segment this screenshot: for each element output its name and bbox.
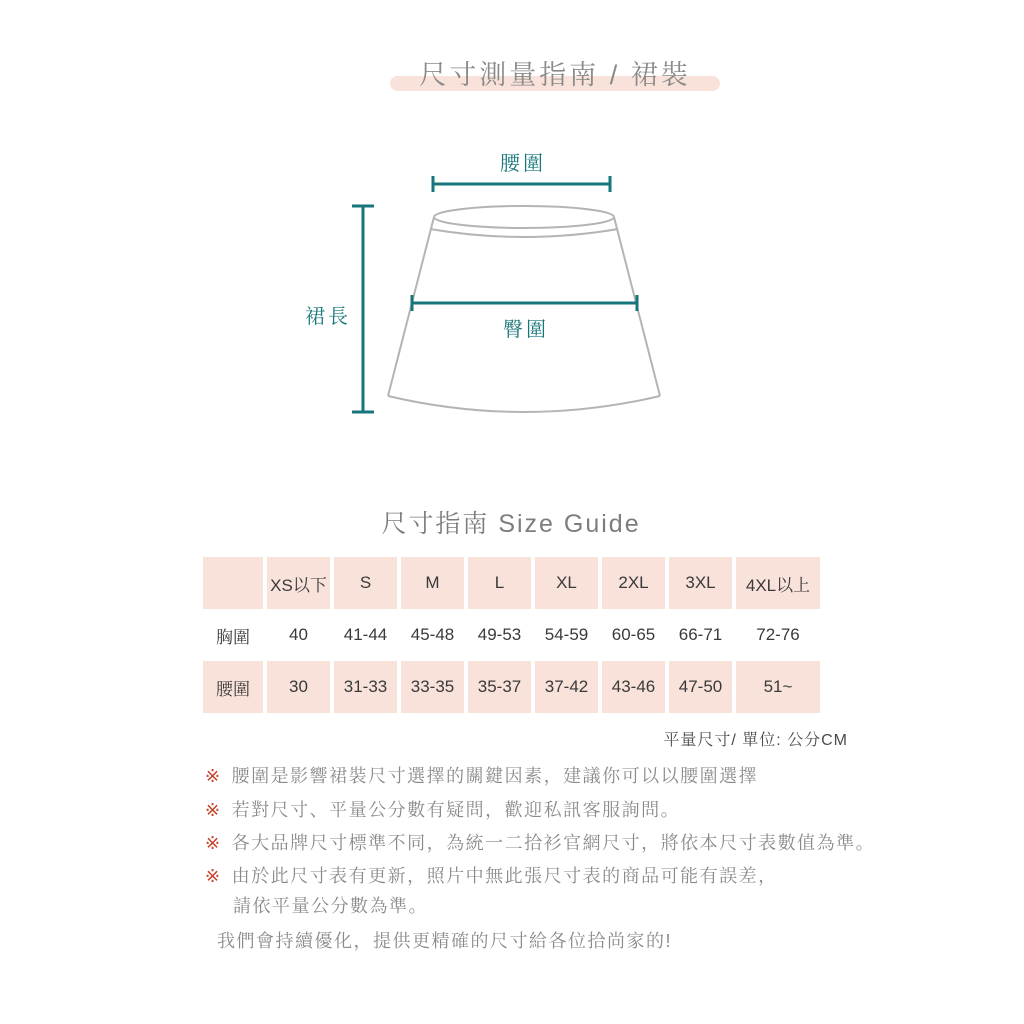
note-continuation: 請依平量公分數為準。: [233, 896, 428, 916]
table-cell: 51~: [736, 661, 820, 713]
note-marker-icon: ※: [205, 766, 222, 786]
table-cell: 72-76: [736, 609, 820, 661]
note-text: 若對尺寸、平量公分數有疑問，歡迎私訊客服詢問。: [231, 800, 681, 820]
waist-label: 腰圍: [500, 153, 546, 175]
table-cell: 54-59: [535, 609, 598, 661]
table-cell: 35-37: [468, 661, 531, 713]
notes-footer: 我們會持續優化，提供更精確的尺寸給各位拾尚家的!: [217, 931, 672, 951]
table-corner-cell: [203, 557, 263, 609]
page-title-block: [390, 53, 720, 93]
note-line: [205, 796, 680, 822]
row-label-chest: 胸圍: [203, 609, 263, 661]
note-text: 各大品牌尺寸標準不同，為統一二拾衫官網尺寸，將依本尺寸表數值為準。: [231, 833, 876, 853]
table-cell: 47-50: [669, 661, 732, 713]
col-header: S: [334, 557, 397, 609]
note-marker-icon: ※: [205, 833, 222, 853]
col-header: XS以下: [267, 557, 330, 609]
hip-label: 臀圍: [503, 319, 549, 341]
measurement-lines: [352, 176, 637, 412]
note-text: 腰圍是影響裙裝尺寸選擇的關鍵因素，建議你可以以腰圍選擇: [231, 766, 759, 786]
note-marker-icon: ※: [205, 866, 222, 886]
table-cell: 37-42: [535, 661, 598, 713]
row-label-waist: 腰圍: [203, 661, 263, 713]
col-header: L: [468, 557, 531, 609]
unit-note: 平量尺寸/ 單位: 公分CM: [663, 732, 848, 749]
table-cell: 40: [267, 609, 330, 661]
length-label: 裙長: [305, 306, 351, 328]
table-cell: 31-33: [334, 661, 397, 713]
note-marker-icon: ※: [205, 800, 222, 820]
table-cell: 60-65: [602, 609, 665, 661]
table-cell: 41-44: [334, 609, 397, 661]
col-header: M: [401, 557, 464, 609]
table-cell: 49-53: [468, 609, 531, 661]
table-cell: 30: [267, 661, 330, 713]
note-line: [205, 762, 758, 788]
table-cell: 45-48: [401, 609, 464, 661]
table-cell: 33-35: [401, 661, 464, 713]
page-title: 尺寸測量指南 / 裙裝: [419, 60, 691, 90]
note-line: [205, 862, 778, 888]
table-cell: 43-46: [602, 661, 665, 713]
col-header: 4XL以上: [736, 557, 820, 609]
col-header: 2XL: [602, 557, 665, 609]
col-header: XL: [535, 557, 598, 609]
size-table: [203, 557, 820, 713]
section-title: 尺寸指南 Size Guide: [381, 510, 641, 538]
col-header: 3XL: [669, 557, 732, 609]
note-line: [205, 829, 875, 855]
table-cell: 66-71: [669, 609, 732, 661]
note-text: 由於此尺寸表有更新，照片中無此張尺寸表的商品可能有誤差，: [231, 866, 778, 886]
skirt-outline: [388, 206, 660, 412]
